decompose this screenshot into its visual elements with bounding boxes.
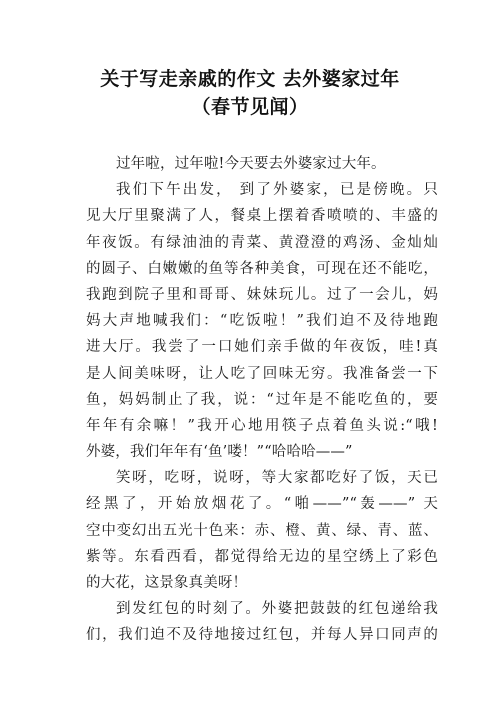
body-text-line: 经黑了，开始放烟花了。“啪——”“轰——” 天 (86, 496, 438, 513)
body-text-line: 的圆子、白嫩嫩的鱼等各种美食，可现在还不能吃， (86, 260, 438, 277)
body-text-line: 见大厅里聚满了人，餐桌上摆着香喷喷的、丰盛的 (86, 208, 438, 225)
body-text-line: 我跑到院子里和哥哥、妹妹玩儿。过了一会儿，妈 (86, 286, 438, 303)
body-text-line: 是人间美味呀，让人吃了回味无穷。我准备尝一下 (86, 365, 438, 382)
body-text-line: 外婆，我们年年有‘鱼’喽！”“哈哈哈——” (86, 444, 353, 461)
document-title-line-1: 关于写走亲戚的作文 去外婆家过年 (100, 68, 400, 90)
body-text-line: 笑呀，吃呀，说呀，等大家都吃好了饭，天已 (116, 470, 438, 487)
body-text-line: 进大厅。我尝了一口她们亲手做的年夜饭，哇!真 (86, 339, 438, 356)
body-text-line: 妈大声地喊我们：“吃饭啦！”我们迫不及待地跑 (86, 313, 438, 330)
body-text-line: 年夜饭。有绿油油的青菜、黄澄澄的鸡汤、金灿灿 (86, 234, 438, 251)
body-text-line: 鱼，妈妈制止了我，说：“过年是不能吃鱼的，要 (86, 391, 438, 408)
body-text-line: 年年有余嘛！”我开心地用筷子点着鱼头说:“哦! (86, 417, 438, 434)
body-text-line: 过年啦，过年啦!今天要去外婆家过大年。 (116, 156, 386, 172)
body-text-line: 的大花，这景象真美呀！ (86, 575, 248, 591)
body-text-line: 空中变幻出五光十色来：赤、橙、黄、绿、青、蓝、 (86, 522, 438, 539)
body-text-line: 紫等。东看西看，都觉得给无边的星空绣上了彩色 (86, 548, 438, 565)
body-text-line: 到发红包的时刻了。外婆把鼓鼓的红包递给我 (116, 601, 438, 618)
document-body (86, 151, 438, 649)
document-title-line-2: （春节见闻） (191, 96, 309, 118)
body-text-line: 我们下午出发， 到了外婆家，已是傍晚。只 (116, 182, 438, 199)
body-text-line: 们，我们迫不及待地接过红包，并每人异口同声的 (86, 627, 438, 644)
